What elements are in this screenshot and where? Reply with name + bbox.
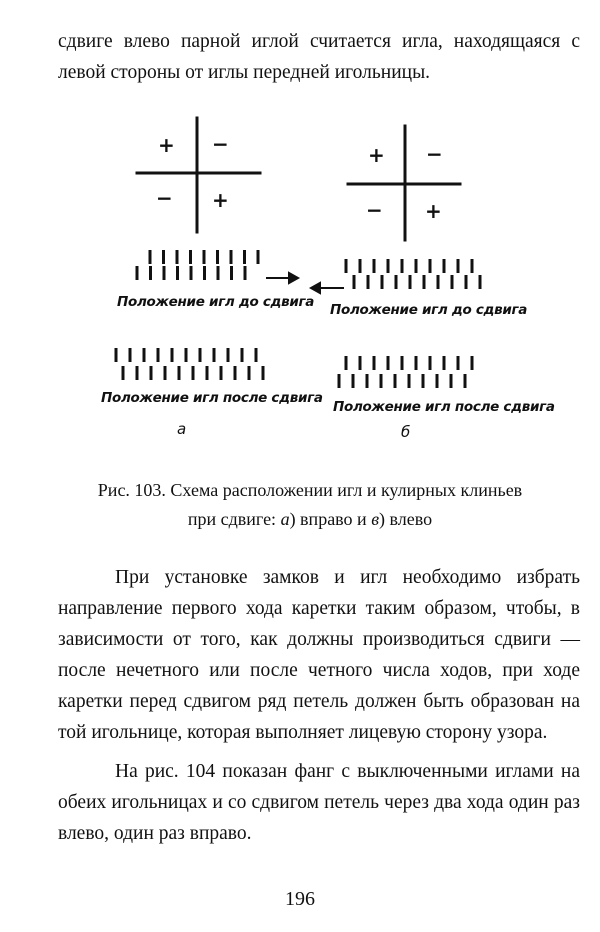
page-number: 196	[285, 888, 315, 910]
sign-right-br: +	[425, 199, 442, 223]
sign-right-tr: −	[426, 142, 443, 166]
sign-right-tl: +	[368, 143, 385, 167]
label-left-after: Положение игл после сдвига	[101, 390, 323, 406]
arrow-right-head	[289, 273, 298, 283]
arrow-left-head	[311, 283, 320, 293]
caption-line-1: Рис. 103. Схема расположении игл и кулирных клиньев	[97, 480, 523, 500]
figure-caption	[40, 476, 580, 534]
sign-left-tr: −	[212, 132, 229, 156]
caption-line-2	[40, 505, 580, 534]
intro-text: сдвиге влево парной иглой считается игла, находящаяся с левой стороны от иглы передней игольницы.	[58, 31, 580, 83]
sign-left-br: +	[212, 188, 229, 212]
body-paragraph-1: При установке замков и игл необходимо избрать направление первого хода каретки таким образом, чтобы, в зависимости от того, как должны производиться сдвиги — после нечетного или после четного числа ходов, при ходе каретки перед сдвигом ряд петель должен быть образован на той игольнице, которая выполняет лицевую сторону узора.	[58, 567, 580, 743]
label-left-before: Положение игл до сдвига	[117, 294, 315, 310]
sign-left-tl: +	[158, 133, 175, 157]
sign-left-bl: −	[156, 186, 173, 210]
caption-mid: ) вправо и	[289, 509, 372, 529]
letter-a: а	[177, 420, 187, 438]
caption-letter-b: в	[371, 509, 380, 529]
label-right-before: Положение игл до сдвига	[330, 302, 528, 318]
sign-right-bl: −	[366, 198, 383, 222]
caption-letter-a: а	[280, 509, 290, 529]
caption-prefix: при сдвиге:	[187, 509, 281, 529]
label-right-after: Положение игл после сдвига	[333, 399, 555, 415]
caption-suffix: ) влево	[379, 509, 433, 529]
body-paragraph-2: На рис. 104 показан фанг с выключенными иглами на обеих игольницах и со сдвигом петель через два хода один раз влево, один раз вправо.	[58, 761, 580, 844]
letter-b: б	[401, 423, 411, 441]
